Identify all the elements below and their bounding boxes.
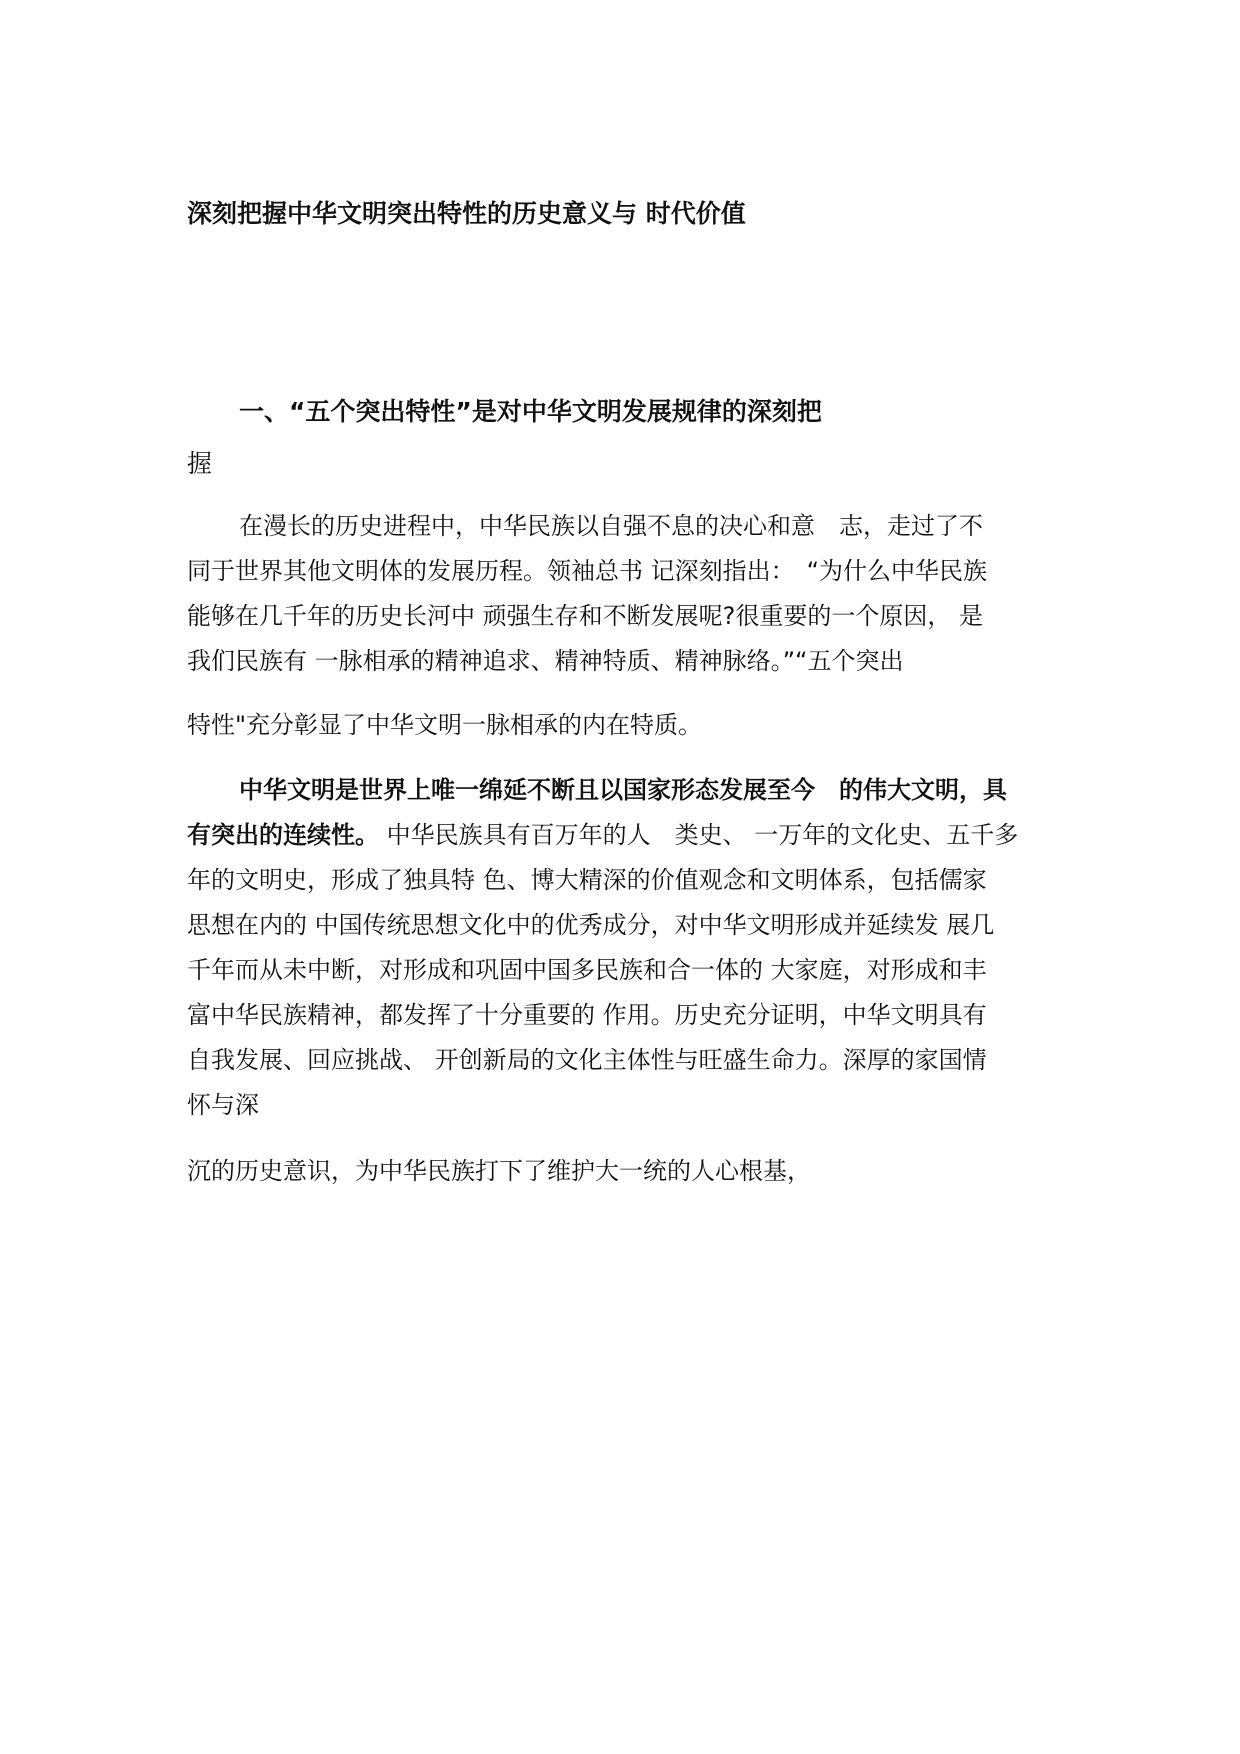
paragraph-line: 富中华民族精神，都发挥了十分重要的 作用。历史充分证明，中华文明具有	[187, 1001, 987, 1029]
document-title: 深刻把握中华文明突出特性的历史意义与 时代价值	[187, 199, 746, 228]
paragraph-line: 能够在几千年的历史长河中 顽强生存和不断发展呢?很重要的一个原因， 是	[187, 602, 983, 630]
paragraph-line: 在漫长的历史进程中，中华民族以自强不息的决心和意 志，走过了不	[239, 512, 983, 540]
section-heading	[187, 394, 1067, 482]
paragraph-line-rest: 中华民族具有百万年的人 类史、 一万年的文化史、五千多	[379, 821, 1019, 849]
paragraph-line: 我们民族有 一脉相承的精神追求、精神特质、精神脉络。”“五个突出	[187, 647, 904, 675]
section-heading-continuation: 握	[187, 449, 213, 478]
paragraph-tail: 特性"充分彰显了中华文明一脉相承的内在特质。	[187, 711, 703, 739]
paragraph-bold-line: 中华文明是世界上唯一绵延不断且以国家形态发展至今 的伟大文明，具	[239, 776, 1007, 804]
paragraph-continuity	[187, 768, 1067, 1128]
paragraph-line: 千年而从未中断，对形成和巩固中国多民族和合一体的 大家庭，对形成和丰	[187, 956, 987, 984]
paragraph-line: 同于世界其他文明体的发展历程。领袖总书 记深刻指出： “为什么中华民族	[187, 557, 988, 585]
section-heading-line: 一、“五个突出特性”是对中华文明发展规律的深刻把	[239, 397, 822, 426]
paragraph-tail: 沉的历史意识，为中华民族打下了维护大一统的人心根基，	[187, 1157, 811, 1185]
paragraph-line: 年的文明史，形成了独具特 色、博大精深的价值观念和文明体系，包括儒家	[187, 866, 987, 894]
paragraph-line: 自我发展、回应挑战、 开创新局的文化主体性与旺盛生命力。深厚的家国情	[187, 1046, 987, 1074]
paragraph-bold-phrase: 有突出的连续性。	[187, 821, 379, 849]
paragraph-line: 思想在内的 中国传统思想文化中的优秀成分，对中华文明形成并延续发 展几	[187, 911, 995, 939]
paragraph-line: 怀与深	[187, 1091, 259, 1119]
paragraph-continuity-intro	[187, 504, 1067, 684]
